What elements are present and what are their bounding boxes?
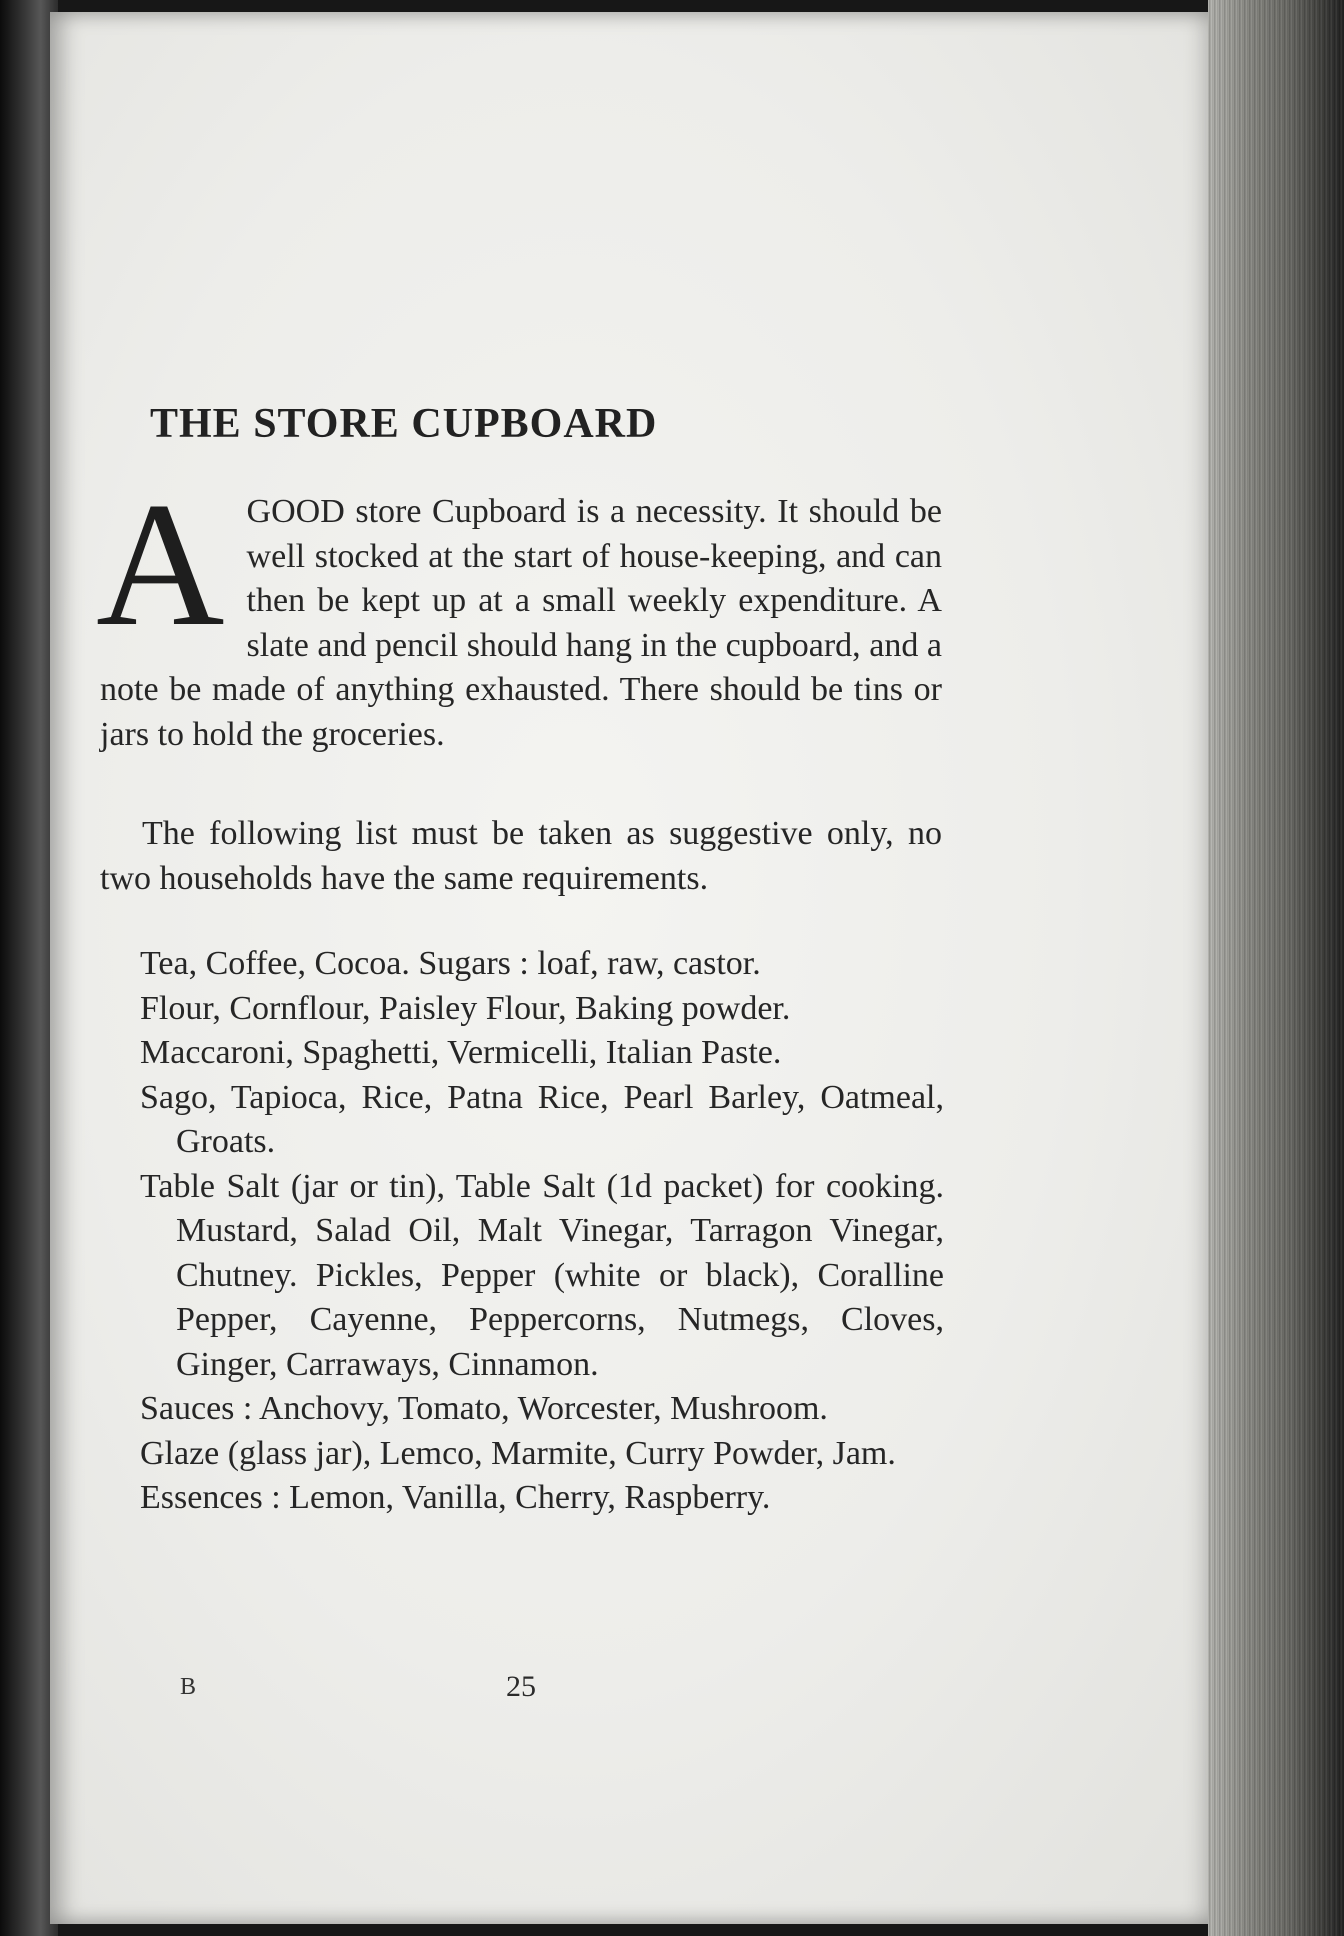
suggestion-paragraph: The following list must be taken as suggestive only, no two households have the same requirements. bbox=[100, 815, 942, 897]
list-item: Maccaroni, Spaghetti, Vermicelli, Italian Paste. bbox=[140, 1034, 782, 1071]
page-title: THE STORE CUPBOARD bbox=[150, 401, 658, 447]
list-item: Flour, Cornflour, Paisley Flour, Baking powder. bbox=[140, 989, 791, 1027]
list-item: Essences : Lemon, Vanilla, Cherry, Raspberry. bbox=[140, 1479, 771, 1516]
drop-cap: A bbox=[96, 465, 225, 663]
page-number: 25 bbox=[506, 1670, 536, 1703]
page-edges-right bbox=[1208, 0, 1344, 1936]
intro-paragraph bbox=[96, 465, 942, 757]
list-item: Sauces : Anchovy, Tomato, Worcester, Mushroom. bbox=[140, 1390, 828, 1427]
intro-text: GOOD store Cupboard is a necessity. It should be well stocked at the start of house-keeping, and can then be kept up at a small weekly expenditure. A slate and pencil should hang in the cupboard, and a note be made of anything exhausted. There should be tins or jars to hold the groceries. bbox=[100, 493, 942, 753]
list-item: Glaze (glass jar), Lemco, Marmite, Curry Powder, Jam. bbox=[140, 1434, 896, 1472]
list-item: Sago, Tapioca, Rice, Patna Rice, Pearl Barley, Oatmeal, Groats. bbox=[140, 1078, 944, 1160]
list-item: Table Salt (jar or tin), Table Salt (1d packet) for cooking. Mustard, Salad Oil, Malt Vinegar, Tarragon Vinegar, Chutney. Pickles, Pepper (white or black), Coralline Pepper, Cayenne, Peppercorns, Nutmegs, Cloves, Ginger, Carraways, Cinnamon. bbox=[140, 1167, 944, 1383]
grocery-list bbox=[140, 942, 944, 1521]
list-item: Tea, Coffee, Cocoa. Sugars : loaf, raw, castor. bbox=[140, 945, 761, 982]
signature-mark: B bbox=[180, 1674, 197, 1700]
